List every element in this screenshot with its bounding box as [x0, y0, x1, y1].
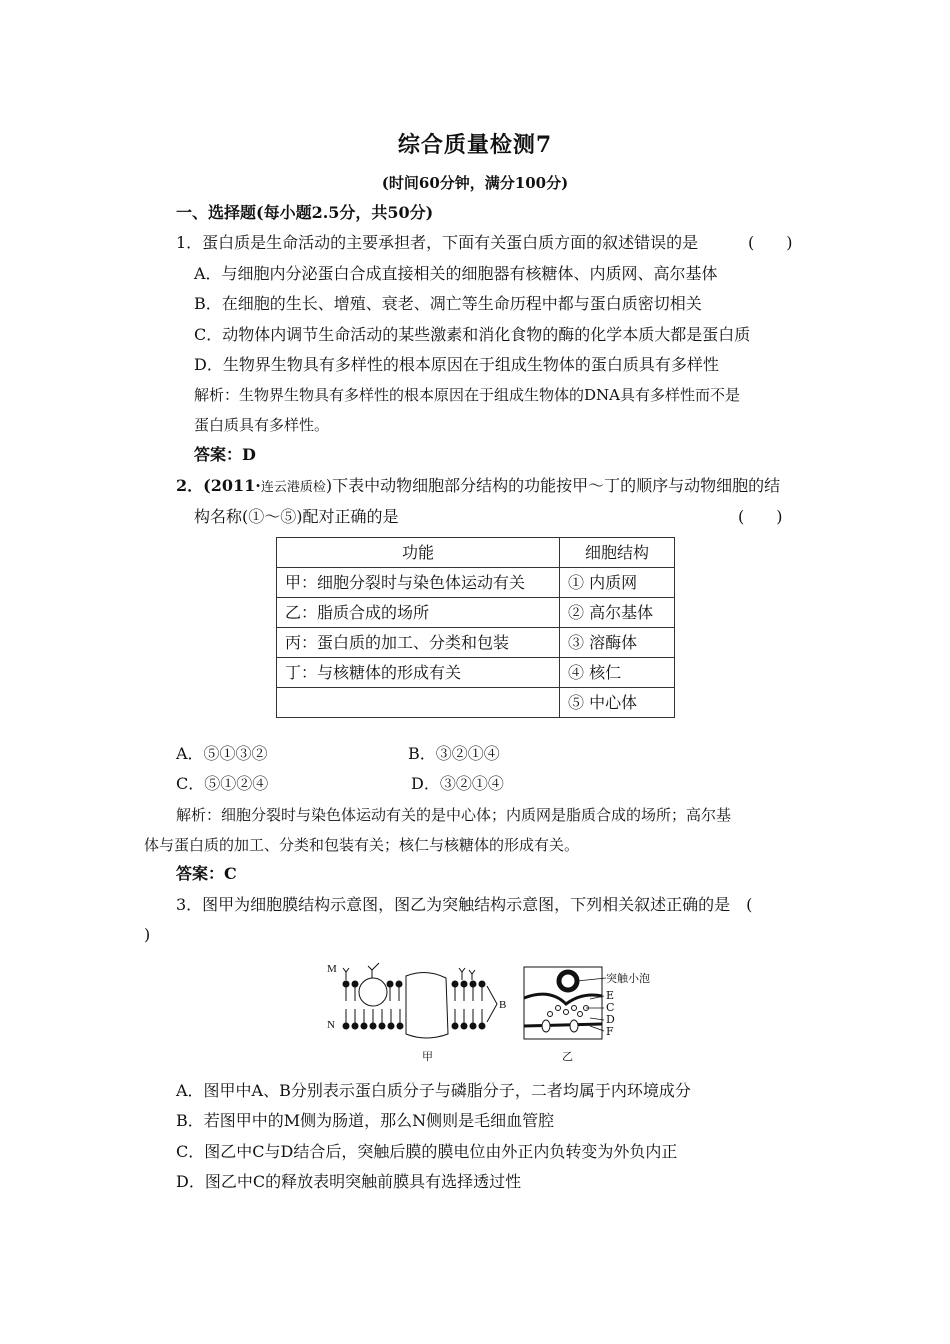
q3-stem: 3．图甲为细胞膜结构示意图，图乙为突触结构示意图，下列相关叙述正确的是 (	[176, 895, 753, 914]
membrane-figure	[322, 956, 518, 1066]
q2-source: 连云港质检	[260, 480, 326, 495]
q3-option-b: B．若图甲中的M侧为肠道，那么N侧则是毛细血管腔	[176, 1111, 555, 1130]
q3-option-a: A．图甲中A、B分别表示蛋白质分子与磷脂分子，二者均属于内环境成分	[176, 1081, 691, 1100]
protein-a-small	[359, 978, 387, 1006]
table-cell: ⑤ 中心体	[560, 688, 675, 718]
q2-stem-prefix: 2．(2011·	[176, 476, 261, 495]
table-cell: ② 高尔基体	[560, 598, 675, 628]
table-cell: ④ 核仁	[560, 658, 675, 688]
figure-caption-yi: 乙	[562, 1050, 573, 1063]
table-row	[277, 658, 675, 688]
q2-option-c: C．⑤①②④	[176, 774, 269, 793]
q3-option-d: D．图乙中C的释放表明突触前膜具有选择透过性	[176, 1172, 522, 1191]
q3-stem-line2: )	[144, 925, 151, 944]
q2-table	[276, 537, 675, 718]
q2-paren: ( )	[738, 507, 783, 526]
q2-option-d: D．③②①④	[411, 774, 504, 793]
q2-option-b: B．③②①④	[408, 744, 500, 763]
table-cell: 丁：与核糖体的形成有关	[277, 658, 560, 688]
page-title: 综合质量检测7	[397, 132, 553, 158]
table-row	[277, 628, 675, 658]
table-row	[277, 568, 675, 598]
table-cell: 甲：细胞分裂时与染色体运动有关	[277, 568, 560, 598]
figure-label-c: C	[606, 1001, 615, 1014]
q1-option-b: B．在细胞的生长、增殖、衰老、凋亡等生命历程中都与蛋白质密切相关	[194, 294, 702, 313]
bracket-b-icon	[487, 986, 497, 1022]
figure-label-vesicle: 突触小泡	[606, 972, 650, 985]
table-header-row	[277, 538, 675, 568]
figure-label-f: F	[606, 1025, 614, 1038]
table-header-cell: 细胞结构	[560, 538, 675, 568]
figure-label-e: E	[606, 989, 615, 1002]
q1-stem: 1．蛋白质是生命活动的主要承担者，下面有关蛋白质方面的叙述错误的是	[176, 233, 699, 252]
figure-label-m: M	[327, 963, 337, 975]
section-heading: 一、选择题(每小题2.5分，共50分)	[176, 203, 434, 222]
figure-label-n: N	[327, 1019, 335, 1031]
figure-caption-jia: 甲	[422, 1051, 433, 1063]
synapse-figure	[520, 962, 660, 1066]
q2-stem	[176, 475, 780, 499]
q1-option-a: A．与细胞内分泌蛋白合成直接相关的细胞器有核糖体、内质网、高尔基体	[194, 264, 718, 283]
table-cell: 丙：蛋白质的加工、分类和包装	[277, 628, 560, 658]
protein-a-large	[406, 972, 448, 1038]
q1-analysis-line1: 解析：生物界生物具有多样性的根本原因在于组成生物体的DNA具有多样性而不是	[194, 386, 740, 404]
q1-option-d: D．生物界生物具有多样性的根本原因在于组成生物体的蛋白质具有多样性	[194, 355, 719, 374]
q1-option-c: C．动物体内调节生命活动的某些激素和消化食物的酶的化学本质大都是蛋白质	[194, 325, 751, 344]
q2-analysis-line1: 解析：细胞分裂时与染色体运动有关的是中心体；内质网是脂质合成的场所；高尔基	[176, 806, 732, 824]
q2-option-a: A．⑤①③②	[176, 744, 268, 763]
table-cell: ① 内质网	[560, 568, 675, 598]
q2-stem-suffix: )下表中动物细胞部分结构的功能按甲～丁的顺序与动物细胞的结	[325, 476, 781, 495]
q2-stem-line2: 构名称(①～⑤)配对正确的是	[194, 507, 399, 526]
table-cell: 乙：脂质合成的场所	[277, 598, 560, 628]
figure-label-b: B	[499, 999, 507, 1011]
table-cell	[277, 688, 560, 718]
q2-answer: 答案：C	[176, 864, 237, 883]
q1-analysis-line2: 蛋白质具有多样性。	[194, 416, 330, 434]
q3-option-c: C．图乙中C与D结合后，突触后膜的膜电位由外正内负转变为外负内正	[176, 1142, 678, 1161]
table-header-cell: 功能	[277, 538, 560, 568]
table-row	[277, 598, 675, 628]
figure-label-d: D	[606, 1013, 615, 1026]
q1-paren: ( )	[748, 233, 793, 252]
table-row	[277, 688, 675, 718]
q1-answer: 答案：D	[194, 445, 256, 464]
q2-analysis-line2: 体与蛋白质的加工、分类和包装有关；核仁与核糖体的形成有关。	[144, 836, 580, 854]
page-subtitle: (时间60分钟，满分100分)	[381, 174, 569, 192]
table-cell: ③ 溶酶体	[560, 628, 675, 658]
